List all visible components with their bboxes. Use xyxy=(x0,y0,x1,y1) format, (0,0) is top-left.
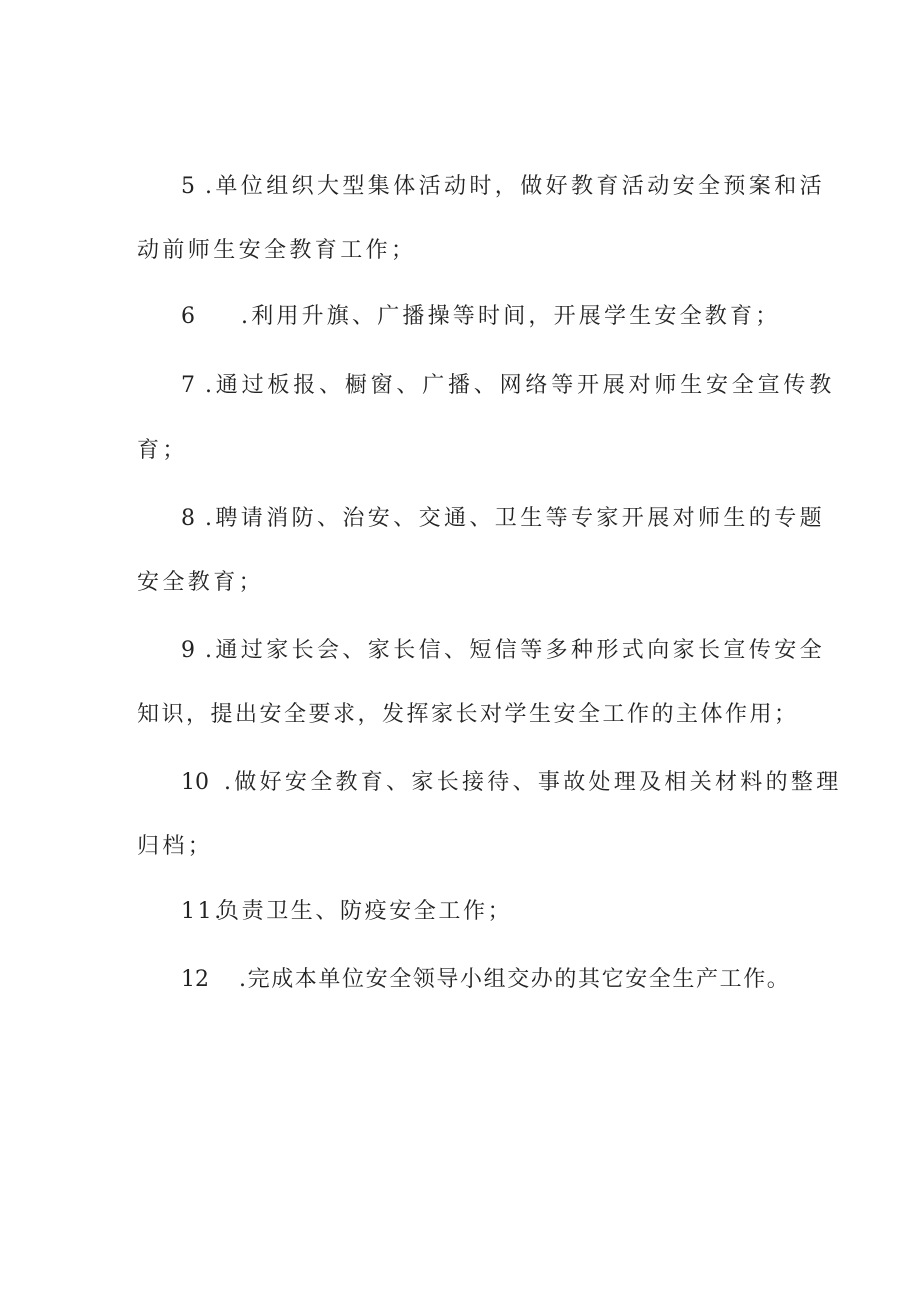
item-text-continued: 知识，提出安全要求，发挥家长对学生安全工作的主体作用； xyxy=(137,702,799,727)
item-number: 5 xyxy=(181,174,195,199)
list-item-5-line-1 xyxy=(0,167,920,207)
item-text: 负责卫生、防疫安全工作； xyxy=(217,899,513,924)
item-text: .通过板报、橱窗、广播、网络等开展对师生安全宣传教 xyxy=(205,373,835,398)
list-item-7-line-1 xyxy=(0,366,920,406)
list-item-7-line-2 xyxy=(0,431,920,471)
item-number: 6 xyxy=(181,304,195,329)
item-number: 7 xyxy=(181,373,195,398)
item-text: .单位组织大型集体活动时，做好教育活动安全预案和活 xyxy=(205,174,825,199)
list-item-6-line-1 xyxy=(0,297,920,337)
item-number: 9 xyxy=(181,638,195,663)
item-text: .利用升旗、广播操等时间，开展学生安全教育； xyxy=(241,304,781,329)
list-item-9-line-1 xyxy=(0,631,920,671)
list-item-10-line-1 xyxy=(0,763,920,803)
item-text-continued: 安全教育； xyxy=(137,570,265,595)
item-text: .完成本单位安全领导小组交办的其它安全生产工作。 xyxy=(239,967,791,992)
item-text-continued: 归档； xyxy=(137,834,214,859)
list-item-5-line-2 xyxy=(0,231,920,271)
item-text-continued: 育； xyxy=(137,438,188,463)
list-item-9-line-2 xyxy=(0,695,920,735)
list-item-12-line-1 xyxy=(0,960,920,1000)
item-text: .聘请消防、治安、交通、卫生等专家开展对师生的专题 xyxy=(205,506,825,531)
list-item-8-line-2 xyxy=(0,563,920,603)
item-text: .做好安全教育、家长接待、事故处理及相关材料的整理 xyxy=(224,770,842,795)
item-number: 12 xyxy=(181,967,209,992)
item-number: 11. xyxy=(181,899,224,924)
list-item-11-line-1 xyxy=(0,892,920,932)
list-item-8-line-1 xyxy=(0,499,920,539)
list-item-10-line-2 xyxy=(0,827,920,867)
item-text-continued: 动前师生安全教育工作； xyxy=(137,238,417,263)
item-text: .通过家长会、家长信、短信等多种形式向家长宣传安全 xyxy=(205,638,825,663)
item-number: 10 xyxy=(181,770,209,795)
item-number: 8 xyxy=(181,506,195,531)
